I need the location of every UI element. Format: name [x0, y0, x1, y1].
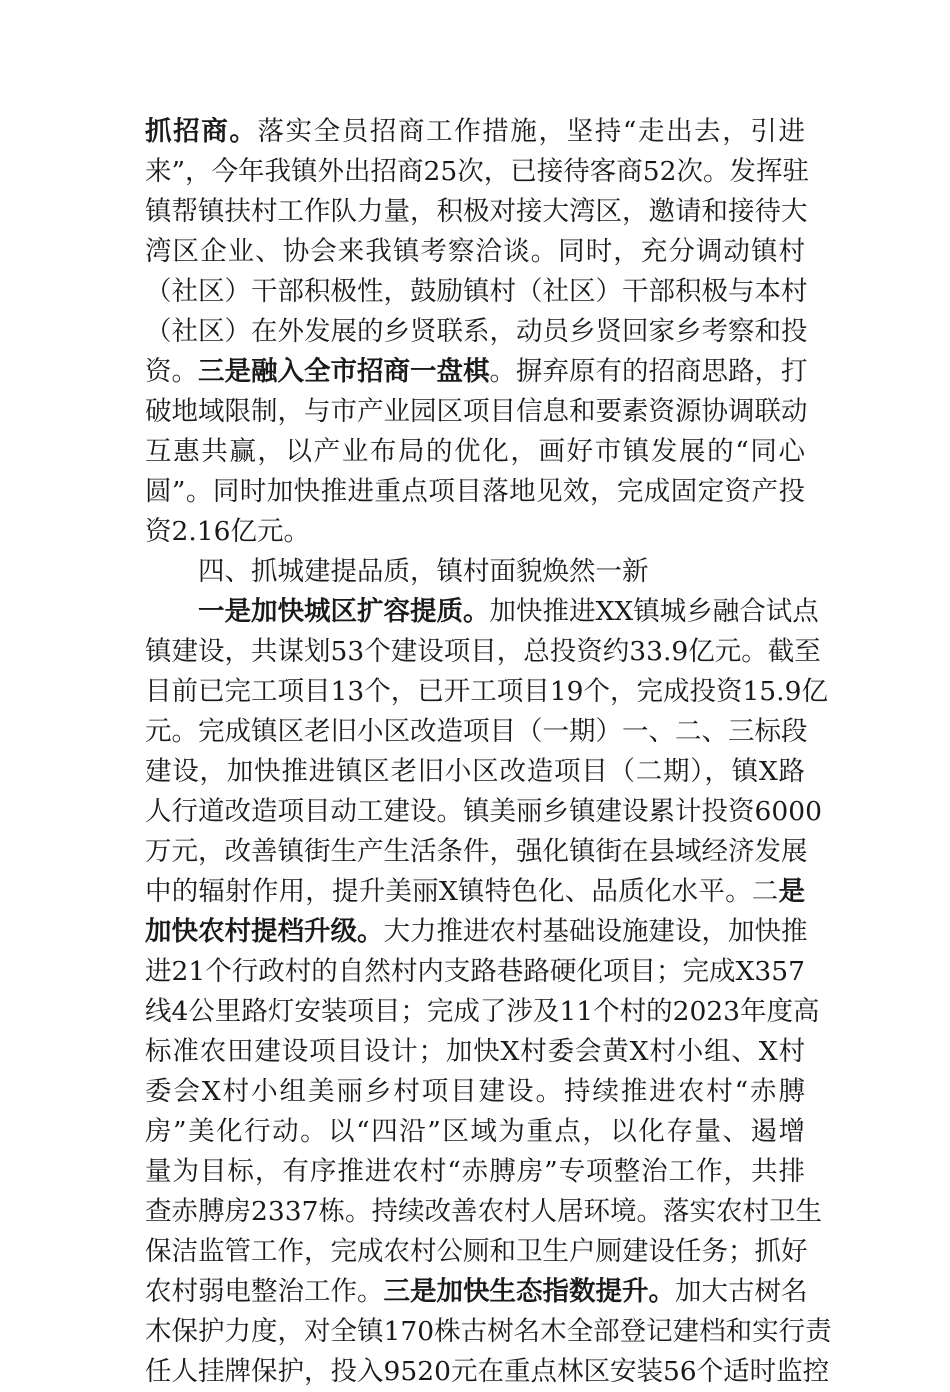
text-line [145, 392, 808, 432]
text-line [145, 272, 808, 312]
text-line [145, 1152, 805, 1192]
text-line [145, 112, 805, 152]
text-line [145, 1312, 832, 1352]
bold-text-run: 三是融入全市招商一盘棋 [198, 356, 490, 387]
text-run: 保洁监管工作，完成农村公厕和卫生户厕建设任务；抓好 [145, 1236, 808, 1267]
text-run: 圆”。同时加快推进重点项目落地见效，完成固定资产投 [145, 476, 805, 507]
text-run: 元。完成镇区老旧小区改造项目（一期）一、二、三标段 [145, 716, 808, 747]
text-line [145, 912, 808, 952]
text-line [145, 712, 808, 752]
text-line [145, 1112, 805, 1152]
text-line [145, 152, 809, 192]
text-run: 加快推进XX镇城乡融合试点 [489, 596, 819, 627]
text-line [145, 512, 805, 552]
text-run: 查赤膊房2337栋。持续改善农村人居环境。落实农村卫生 [145, 1196, 822, 1227]
text-run: 来”，今年我镇外出招商25次，已接待客商52次。发挥驻 [145, 156, 809, 187]
text-run: 加大古树名 [675, 1276, 808, 1307]
text-run: 中的辐射作用，提升美丽X镇特色化、品质化水平。二 [145, 876, 779, 907]
text-run: 任人挂牌保护，投入9520元在重点林区安装56个适时监控 [145, 1356, 830, 1387]
bold-text-run: 三是加快生态指数提升。 [383, 1276, 675, 1307]
text-line [145, 1232, 808, 1272]
text-line [145, 672, 828, 712]
text-run: 资。 [145, 356, 198, 387]
text-line [145, 952, 805, 992]
text-run: 标准农田建设项目设计；加快X村委会黄X村小组、X村 [145, 1036, 805, 1067]
text-line [145, 472, 805, 512]
text-run: （社区）在外发展的乡贤联系，动员乡贤回家乡考察和投 [145, 316, 808, 347]
section-heading: 四、抓城建提品质，镇村面貌焕然一新 [198, 556, 649, 587]
text-run: 镇建设，共谋划53个建设项目，总投资约33.9亿元。截至 [145, 636, 821, 667]
text-run: 资2.16亿元。 [145, 516, 311, 547]
text-line [145, 1032, 805, 1072]
text-line [145, 1272, 808, 1312]
paragraph-investment-attraction [145, 112, 809, 552]
bold-text-run: 加快农村提档升级。 [145, 916, 384, 947]
text-line [145, 352, 808, 392]
text-run: 进21个行政村的自然村内支路巷路硬化项目；完成X357 [145, 956, 805, 987]
document-page [145, 112, 832, 1392]
text-line [145, 872, 805, 912]
text-line [145, 312, 808, 352]
text-line [145, 992, 820, 1032]
text-run: 万元，改善镇街生产生活条件，强化镇街在县域经济发展 [145, 836, 808, 867]
text-run: 人行道改造项目动工建设。镇美丽乡镇建设累计投资6000 [145, 796, 822, 827]
text-run: 湾区企业、协会来我镇考察洽谈。同时，充分调动镇村 [145, 236, 805, 267]
text-run: 量为目标，有序推进农村“赤膊房”专项整治工作，共排 [145, 1156, 805, 1187]
text-line [145, 632, 821, 672]
text-run: 互惠共赢，以产业布局的优化，画好市镇发展的“同心 [145, 436, 805, 467]
text-line [145, 432, 805, 472]
text-line [145, 792, 822, 832]
text-run: 破地域限制，与市产业园区项目信息和要素资源协调联动 [145, 396, 808, 427]
text-run: 建设，加快推进镇区老旧小区改造项目（二期），镇X路 [145, 756, 805, 787]
text-run: 大力推进农村基础设施建设，加快推 [383, 916, 808, 947]
text-run: 委会X村小组美丽乡村项目建设。持续推进农村“赤膊 [145, 1076, 805, 1107]
text-line [145, 232, 805, 272]
text-run: 线4公里路灯安装项目；完成了涉及11个村的2023年度高 [145, 996, 820, 1027]
text-run: 落实全员招商工作措施，坚持“走出去，引进 [257, 116, 805, 147]
text-run: 。摒弃原有的招商思路，打 [489, 356, 808, 387]
text-line [145, 832, 808, 872]
text-run: 木保护力度，对全镇170株古树名木全部登记建档和实行责 [145, 1316, 832, 1347]
text-line [145, 1192, 822, 1232]
text-run: 目前已完工项目13个，已开工项目19个，完成投资15.9亿 [145, 676, 828, 707]
text-run: 镇帮镇扶村工作队力量，积极对接大湾区，邀请和接待大 [145, 196, 808, 227]
text-line [145, 1352, 830, 1392]
text-line [145, 752, 805, 792]
bold-text-run: 抓招商。 [145, 116, 258, 147]
text-line [145, 192, 808, 232]
bold-text-run: 是 [778, 876, 805, 907]
text-line [145, 1072, 805, 1112]
text-run: （社区）干部积极性，鼓励镇村（社区）干部积极与本村 [145, 276, 808, 307]
bold-text-run: 一是加快城区扩容提质。 [198, 596, 490, 627]
paragraph-urban-construction [145, 592, 832, 1392]
text-line [145, 592, 819, 632]
text-run: 房”美化行动。以“四沿”区域为重点，以化存量、遏增 [145, 1116, 805, 1147]
text-run: 农村弱电整治工作。 [145, 1276, 384, 1307]
